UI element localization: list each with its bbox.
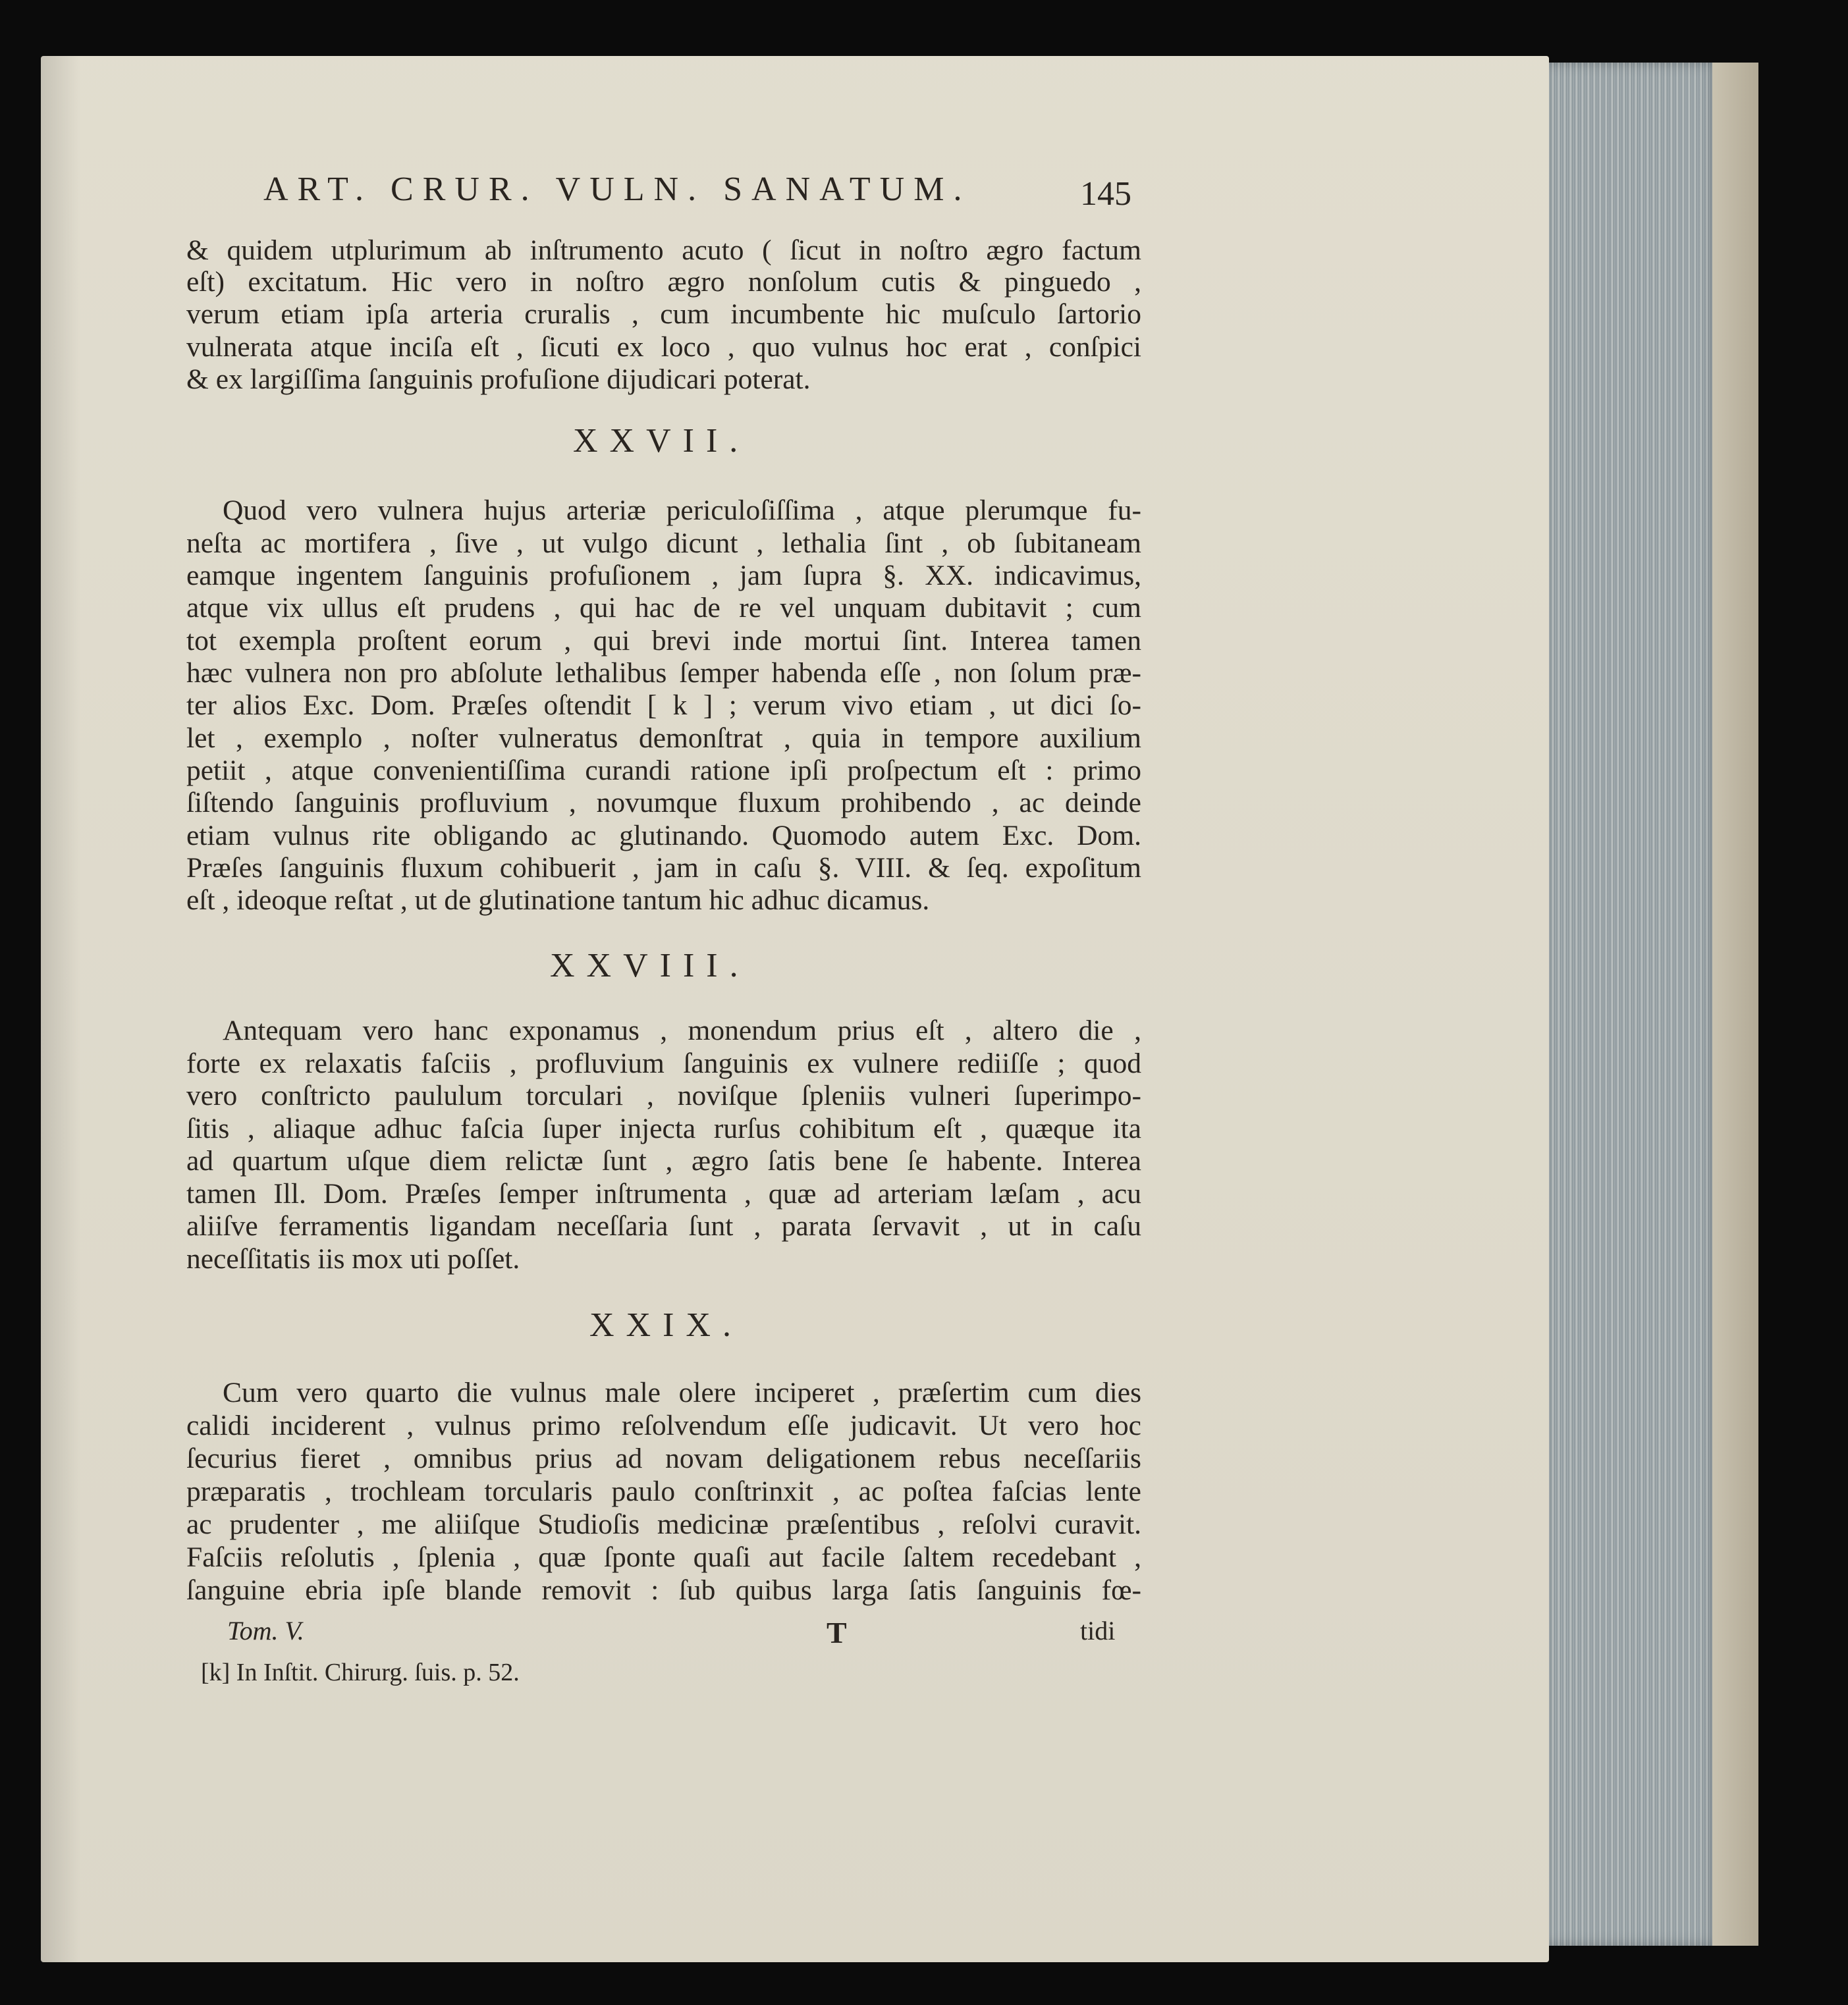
text-line: eſt) excitatum. Hic vero in noſtro ægro nonſolum cutis & pinguedo ,	[186, 266, 1141, 298]
text-line: atque vix ullus eſt prudens , qui hac de re vel unquam dubitavit ; cum	[186, 592, 1141, 624]
page-number: 145	[1080, 175, 1131, 213]
page-edges	[1549, 63, 1720, 1946]
text-line: aliiſve ferramentis ligandam neceſſaria ſunt , parata ſervavit , ut in caſu	[186, 1210, 1141, 1242]
text-line: Antequam vero hanc exponamus , monendum prius eſt , altero die ,	[223, 1015, 1141, 1046]
catchword: tidi	[1080, 1616, 1116, 1645]
text-line: calidi inciderent , vulnus primo reſolvendum eſſe judicavit. Ut vero hoc	[186, 1410, 1141, 1441]
signature-mark: T	[827, 1616, 847, 1649]
text-line: Cum vero quarto die vulnus male olere inciperet , præſertim cum dies	[223, 1377, 1141, 1408]
section-heading: XXVIII.	[550, 947, 750, 984]
section-heading: XXIX.	[589, 1306, 743, 1344]
text-line: & quidem utplurimum ab inſtrumento acuto ( ſicut in noſtro ægro factum	[186, 234, 1141, 266]
section-heading: XXVII.	[573, 422, 750, 460]
text-line: Quod vero vulnera hujus arteriæ periculoſiſſima , atque plerumque fu-	[223, 495, 1141, 526]
volume-marker: Tom. V.	[227, 1616, 304, 1645]
text-line: ad quartum uſque diem relictæ ſunt , ægro ſatis bene ſe habente. Interea	[186, 1145, 1141, 1177]
text-line: ſecurius fieret , omnibus prius ad novam deligationem rebus neceſſariis	[186, 1443, 1141, 1474]
text-line: forte ex relaxatis faſciis , profluvium ſanguinis ex vulnere rediiſſe ; quod	[186, 1048, 1141, 1079]
text-line: neceſſitatis iis mox uti poſſet.	[186, 1243, 520, 1275]
running-head: ART. CRUR. VULN. SANATUM.	[263, 171, 971, 208]
text-line: petiit , atque convenientiſſima curandi ratione ipſi proſpectum eſt : primo	[186, 755, 1141, 786]
text-line: ſiſtendo ſanguinis profluvium , novumque fluxum prohibendo , ac deinde	[186, 787, 1141, 818]
text-line: hæc vulnera non pro abſolute lethalibus ſemper habenda eſſe , non ſolum præ-	[186, 657, 1141, 689]
text-line: eamque ingentem ſanguinis profuſionem , jam ſupra §. XX. indicavimus,	[186, 560, 1141, 591]
text-line: tamen Ill. Dom. Præſes ſemper inſtrumenta , quæ ad arteriam læſam , acu	[186, 1178, 1141, 1210]
text-line: præparatis , trochleam torcularis paulo conſtrinxit , ac poſtea faſcias lente	[186, 1476, 1141, 1507]
footnote: [k] In Inſtit. Chirurg. ſuis. p. 52.	[201, 1659, 520, 1686]
text-line: tot exempla proſtent eorum , qui brevi inde mortui ſint. Interea tamen	[186, 625, 1141, 656]
text-line: eſt , ideoque reſtat , ut de glutinatione tantum hic adhuc dicamus.	[186, 884, 930, 916]
text-line: ſanguine ebria ipſe blande removit : ſub quibus larga ſatis ſanguinis fœ-	[186, 1574, 1141, 1606]
text-line: Præſes ſanguinis fluxum cohibuerit , jam in caſu §. VIII. & ſeq. expoſitum	[186, 852, 1141, 884]
text-line: let , exemplo , noſter vulneratus demonſtrat , quia in tempore auxilium	[186, 722, 1141, 754]
text-line: ſitis , aliaque adhuc faſcia ſuper injecta rurſus cohibitum eſt , quæque ita	[186, 1113, 1141, 1144]
text-line: neſta ac mortifera , ſive , ut vulgo dicunt , lethalia ſint , ob ſubitaneam	[186, 527, 1141, 559]
text-line: verum etiam ipſa arteria cruralis , cum incumbente hic muſculo ſartorio	[186, 298, 1141, 330]
text-line: & ex largiſſima ſanguinis profuſione dijudicari poterat.	[186, 363, 811, 395]
book-cover-edge	[1712, 63, 1758, 1946]
text-line: vulnerata atque inciſa eſt , ſicuti ex loco , quo vulnus hoc erat , conſpici	[186, 331, 1141, 363]
text-line: vero conſtricto paululum torculari , noviſque ſpleniis vulneri ſuperimpo-	[186, 1080, 1141, 1111]
text-line: ac prudenter , me aliiſque Studioſis medicinæ præſentibus , reſolvi curavit.	[186, 1509, 1141, 1540]
text-line: ter alios Exc. Dom. Præſes oſtendit [ k ] ; verum vivo etiam , ut dici ſo-	[186, 689, 1141, 721]
text-line: Faſciis reſolutis , ſplenia , quæ ſponte quaſi aut facile ſaltem recedebant ,	[186, 1541, 1141, 1573]
text-line: etiam vulnus rite obligando ac glutinando. Quomodo autem Exc. Dom.	[186, 820, 1141, 851]
